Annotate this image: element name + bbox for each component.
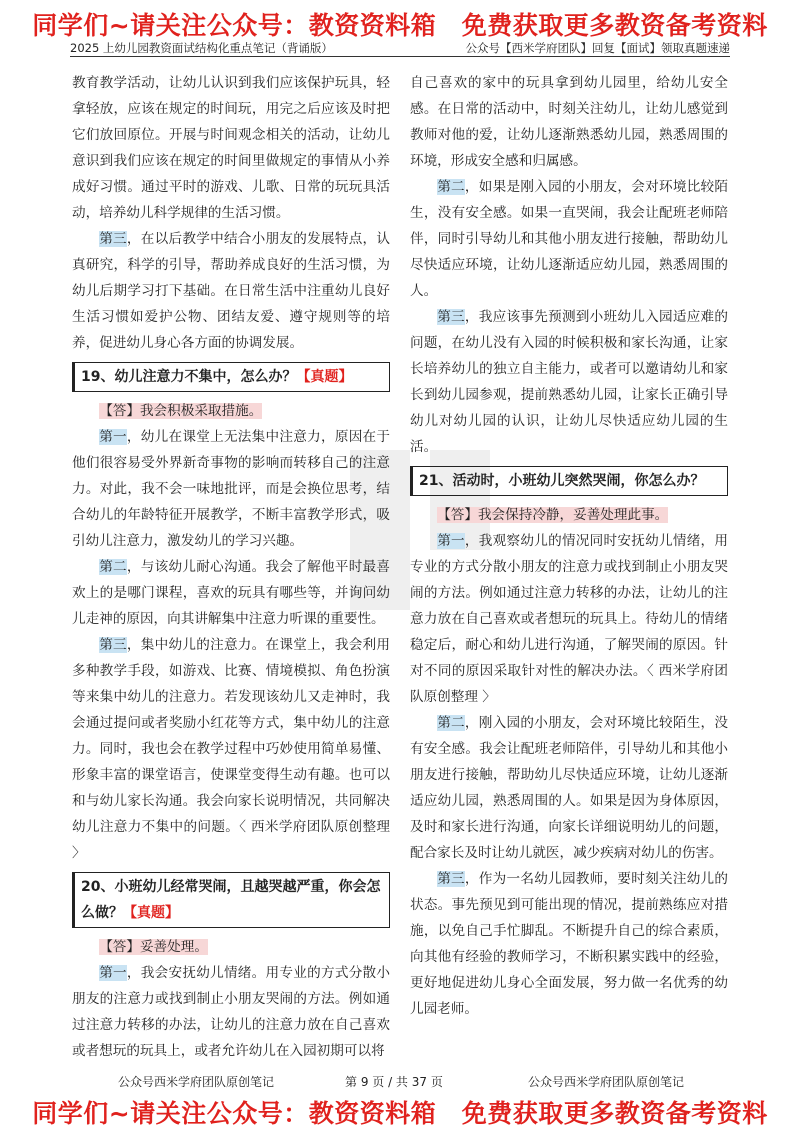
page-footer bbox=[0, 1073, 800, 1089]
point-marker: 第一 bbox=[99, 965, 127, 981]
paragraph bbox=[410, 528, 728, 710]
paragraph bbox=[72, 226, 390, 356]
footer-right: 公众号西米学府团队原创笔记 bbox=[528, 1075, 685, 1089]
bottom-promo-banner: 同学们~请关注公众号：教资资料箱 免费获取更多教资备考资料 bbox=[32, 1099, 768, 1128]
paragraph-text: ，我会安抚幼儿情绪。用专业的方式分散小朋友的注意力或找到制止小朋友哭闹的方法。例如通过注意力转移的办法，让幼儿的注意力放在自己喜欢或者想玩的玩具上，或者允许幼儿在入园初期可以将 bbox=[72, 965, 391, 1059]
point-marker: 第一 bbox=[99, 429, 127, 445]
answer-line bbox=[72, 398, 390, 424]
footer-left: 公众号西米学府团队原创笔记 bbox=[118, 1075, 275, 1089]
paragraph-text: ，作为一名幼儿园教师，要时刻关注幼儿的状态。事先预见到可能出现的情况，提前熟练应对措施，以免自己手忙脚乱。不断提升自己的综合素质，向其他有经验的教师学习，不断积累实践中的经验，更好地促进幼儿身心全面发展，努力做一名优秀的幼儿园老师。 bbox=[410, 871, 729, 1017]
right-column bbox=[410, 70, 728, 1022]
answer-text: 【答】我会保持冷静，妥善处理此事。 bbox=[437, 507, 669, 523]
answer-line bbox=[410, 502, 728, 528]
page-number: 第 9 页 / 共 37 页 bbox=[345, 1075, 443, 1089]
paragraph bbox=[410, 304, 728, 460]
header-right: 公众号【西米学府团队】回复【面试】领取真题速递 bbox=[465, 41, 730, 55]
paragraph bbox=[410, 174, 728, 304]
question-title: 21、活动时，小班幼儿突然哭闹，你怎么办？ bbox=[419, 473, 705, 489]
paragraph-text: ，刚入园的小朋友，会对环境比较陌生，没有安全感。我会让配班老师陪伴，引导幼儿和其他小朋友进行接触，帮助幼儿尽快适应环境，让幼儿逐渐适应幼儿园，熟悉周围的人。如果是因为身体原因，及时和家长进行沟通，向家长详细说明幼儿的问题，配合家长及时让幼儿就医，减少疾病对幼儿的伤害。 bbox=[410, 715, 729, 861]
point-marker: 第三 bbox=[437, 871, 465, 887]
question-title: 20、小班幼儿经常哭闹，且越哭越严重，你会怎么做？ bbox=[81, 879, 381, 921]
paragraph-text: ，集中幼儿的注意力。在课堂上，我会利用多种教学手段，如游戏、比赛、情境模拟、角色扮演等来集中幼儿的注意力。若发现该幼儿又走神时，我会通过提问或者奖励小红花等方式，集中幼儿的注意力。同时，我也会在教学过程中巧妙使用简单易懂、形象丰富的课堂语言，使课堂变得生动有趣。也可以和与幼儿家长沟通。我会向家长说明情况，共同解决幼儿注意力不集中的问题。〈 西米学府团队原创整理 〉 bbox=[72, 637, 391, 861]
real-exam-tag: 【真题】 bbox=[123, 905, 179, 921]
point-marker: 第一 bbox=[437, 533, 465, 549]
question-box-19 bbox=[72, 362, 390, 392]
answer-text: 【答】我会积极采取措施。 bbox=[99, 403, 263, 419]
point-marker: 第三 bbox=[99, 637, 127, 653]
question-title: 19、幼儿注意力不集中，怎么办？ bbox=[81, 369, 297, 385]
paragraph: 自己喜欢的家中的玩具拿到幼儿园里，给幼儿安全感。在日常的活动中，时刻关注幼儿，让幼儿感觉到教师对他的爱，让幼儿逐渐熟悉幼儿园，熟悉周围的环境，形成安全感和归属感。 bbox=[410, 75, 728, 169]
paragraph-text: ，幼儿在课堂上无法集中注意力，原因在于他们很容易受外界新奇事物的影响而转移自己的注意力。对此，我不会一味地批评，而是会换位思考，结合幼儿的年龄特征开展教学，不断丰富教学形式，吸引幼儿注意力，激发幼儿的学习兴趣。 bbox=[72, 429, 391, 549]
point-marker: 第二 bbox=[99, 559, 127, 575]
answer-text: 【答】妥善处理。 bbox=[99, 939, 208, 955]
paragraph bbox=[72, 554, 390, 632]
paragraph bbox=[72, 632, 390, 866]
paragraph-text: ，我观察幼儿的情况同时安抚幼儿情绪，用专业的方式分散小朋友的注意力或找到制止小朋友哭闹的方法。例如通过注意力转移的办法，让幼儿的注意力放在自己喜欢或者想玩的玩具上。待幼儿的情绪稳定后，耐心和幼儿进行沟通，了解哭闹的原因。针对不同的原因采取针对性的解决办法。〈 西米学府团队原创整理 〉 bbox=[410, 533, 729, 705]
running-header bbox=[70, 40, 730, 57]
header-left: 2025 上幼儿园教资面试结构化重点笔记（背诵版） bbox=[70, 41, 333, 55]
paragraph bbox=[72, 424, 390, 554]
point-marker: 第三 bbox=[99, 231, 127, 247]
real-exam-tag: 【真题】 bbox=[296, 369, 353, 385]
paragraph-text: ，我应该事先预测到小班幼儿入园适应难的问题，在幼儿没有入园的时候积极和家长沟通，让家长培养幼儿的独立自主能力，或者可以邀请幼儿和家长到幼儿园参观，提前熟悉幼儿园，让家长正确引导幼儿对幼儿园的认识，让幼儿尽快适应幼儿园的生活。 bbox=[410, 309, 729, 455]
paragraph-text: ，如果是刚入园的小朋友，会对环境比较陌生，没有安全感。如果一直哭闹，我会让配班老师陪伴，同时引导幼儿和其他小朋友进行接触，帮助幼儿尽快适应环境，让幼儿逐渐适应幼儿园，熟悉周围的人。 bbox=[410, 179, 729, 299]
point-marker: 第二 bbox=[437, 179, 465, 195]
paragraph: 教育教学活动，让幼儿认识到我们应该保护玩具，轻拿轻放，应该在规定的时间玩，用完之后应该及时把它们放回原位。开展与时间观念相关的活动，让幼儿意识到我们应该在规定的时间里做规定的事情从小养成好习惯。通过平时的游戏、儿歌、日常的玩玩具活动，培养幼儿科学规律的生活习惯。 bbox=[72, 75, 390, 221]
left-column bbox=[72, 70, 390, 1064]
top-promo-banner: 同学们~请关注公众号：教资资料箱 免费获取更多教资备考资料 bbox=[32, 11, 768, 40]
paragraph bbox=[72, 960, 390, 1064]
paragraph-text: ，与该幼儿耐心沟通。我会了解他平时最喜欢上的是哪门课程，喜欢的玩具有哪些等，并询问幼儿走神的原因，向其讲解集中注意力听课的重要性。 bbox=[72, 559, 391, 627]
answer-line bbox=[72, 934, 390, 960]
paragraph-text: ，在以后教学中结合小朋友的发展特点，认真研究，科学的引导，帮助养成良好的生活习惯，为幼儿后期学习打下基础。在日常生活中注重幼儿良好生活习惯如爱护公物、团结友爱、遵守规则等的培养，促进幼儿身心各方面的协调发展。 bbox=[72, 231, 391, 351]
paragraph bbox=[410, 710, 728, 866]
paragraph bbox=[410, 866, 728, 1022]
point-marker: 第三 bbox=[437, 309, 465, 325]
question-box-21 bbox=[410, 466, 728, 496]
question-box-20 bbox=[72, 872, 390, 928]
point-marker: 第二 bbox=[437, 715, 465, 731]
